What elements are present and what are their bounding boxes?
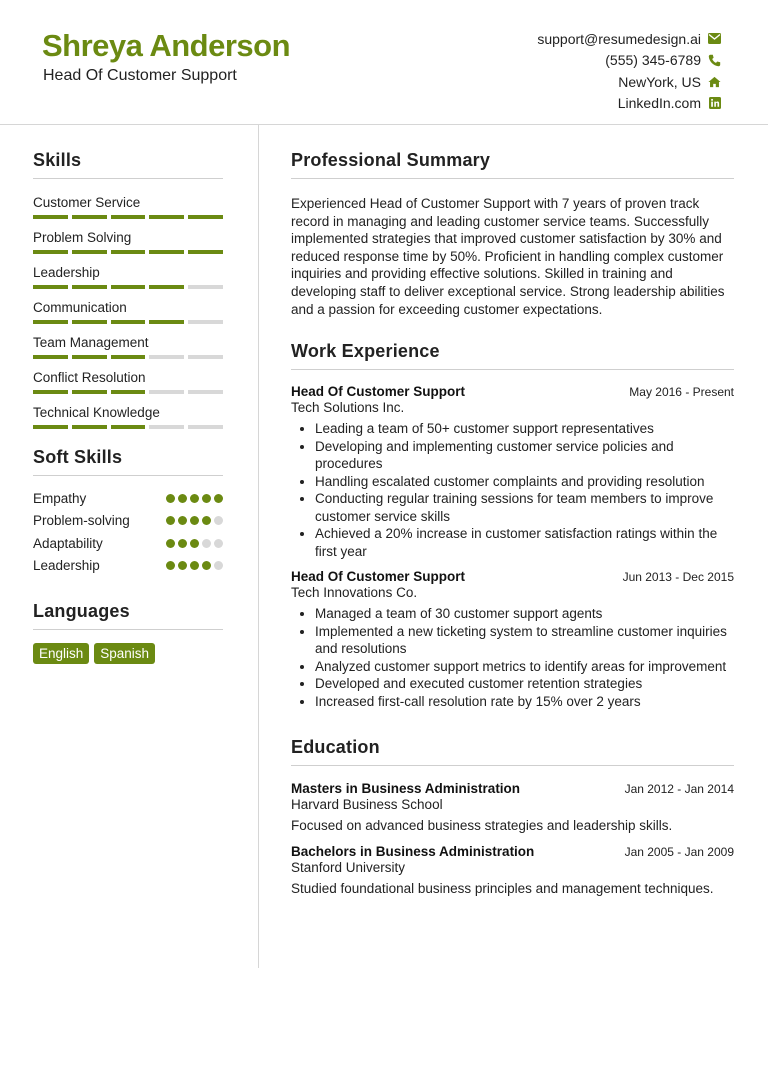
skill-label: Problem Solving xyxy=(33,230,132,245)
skill-bar-segment xyxy=(72,425,107,429)
skill-label: Communication xyxy=(33,300,127,315)
skill-level-bar xyxy=(33,390,223,394)
rating-dot xyxy=(178,516,187,525)
education-entry xyxy=(291,781,734,835)
rating-dot xyxy=(178,561,187,570)
skill-bar-segment xyxy=(188,390,223,394)
soft-skills-title: Soft Skills xyxy=(33,447,223,476)
rating-dot xyxy=(190,539,199,548)
skill-bar-segment xyxy=(188,215,223,219)
soft-skill-item xyxy=(33,510,223,533)
skill-bar-segment xyxy=(72,390,107,394)
skill-bar-segment xyxy=(33,320,68,324)
job-company: Tech Solutions Inc. xyxy=(291,400,405,416)
skill-bar-segment xyxy=(72,215,107,219)
skill-item xyxy=(33,404,223,429)
rating-dot xyxy=(190,561,199,570)
soft-skill-rating xyxy=(166,494,223,503)
skill-bar-segment xyxy=(149,250,184,254)
skill-item xyxy=(33,334,223,359)
job-company: Tech Innovations Co. xyxy=(291,585,418,601)
skill-bar-segment xyxy=(149,425,184,429)
skill-bar-segment xyxy=(33,215,68,219)
candidate-role: Head Of Customer Support xyxy=(43,67,237,84)
soft-skill-label: Problem-solving xyxy=(33,513,130,529)
experience-title: Work Experience xyxy=(291,341,734,370)
education-entry xyxy=(291,844,734,898)
contact-linkedin-text: LinkedIn.com xyxy=(617,95,701,112)
rating-dot xyxy=(202,539,211,548)
rating-dot xyxy=(178,539,187,548)
skill-bar-segment xyxy=(111,390,146,394)
job-entry xyxy=(291,384,734,560)
resume-header xyxy=(0,0,768,125)
education-title: Education xyxy=(291,737,734,766)
rating-dot xyxy=(190,516,199,525)
job-bullet: • Implemented a new ticketing system to streamline customer inquiries and resolutions xyxy=(315,623,734,658)
contact-phone[interactable] xyxy=(421,50,721,72)
soft-skill-rating xyxy=(166,561,223,570)
skill-item xyxy=(33,299,223,324)
job-bullet: • Analyzed customer support metrics to identify areas for improvement xyxy=(315,658,734,676)
column-divider xyxy=(258,124,259,968)
left-column xyxy=(33,150,223,664)
skill-bar-segment xyxy=(72,320,107,324)
skill-bar-segment xyxy=(188,355,223,359)
skills-list xyxy=(33,194,223,429)
skill-bar-segment xyxy=(33,390,68,394)
soft-skill-label: Adaptability xyxy=(33,535,103,551)
rating-dot xyxy=(214,561,223,570)
contact-location xyxy=(421,71,721,93)
skill-level-bar xyxy=(33,425,223,429)
languages-title: Languages xyxy=(33,601,223,630)
education-degree: Bachelors in Business Administration xyxy=(291,843,535,859)
skill-item xyxy=(33,229,223,254)
skill-bar-segment xyxy=(149,215,184,219)
skill-label: Team Management xyxy=(33,335,149,350)
skill-bar-segment xyxy=(72,285,107,289)
skill-bar-segment xyxy=(111,355,146,359)
skill-label: Customer Service xyxy=(33,195,141,210)
phone-icon xyxy=(708,54,721,67)
skill-bar-segment xyxy=(111,320,146,324)
rating-dot xyxy=(202,516,211,525)
soft-skill-item xyxy=(33,532,223,555)
skill-bar-segment xyxy=(72,355,107,359)
home-icon xyxy=(708,75,721,88)
candidate-name: Shreya Anderson xyxy=(42,28,291,63)
skill-bar-segment xyxy=(111,215,146,219)
skill-bar-segment xyxy=(149,285,184,289)
skill-bar-segment xyxy=(33,250,68,254)
soft-skill-item xyxy=(33,487,223,510)
education-school: Stanford University xyxy=(291,859,406,875)
rating-dot xyxy=(202,494,211,503)
language-badge: English xyxy=(33,643,89,664)
skills-title: Skills xyxy=(33,150,223,179)
right-column xyxy=(291,150,734,897)
education-date: Jan 2005 - Jan 2009 xyxy=(624,844,734,859)
job-bullet: • Achieved a 20% increase in customer satisfaction ratings within the first year xyxy=(315,525,734,560)
contact-linkedin[interactable] xyxy=(421,93,721,115)
skill-bar-segment xyxy=(149,355,184,359)
contact-email[interactable] xyxy=(421,28,721,50)
contact-email-text: support@resumedesign.ai xyxy=(537,30,701,47)
summary-title: Professional Summary xyxy=(291,150,734,179)
education-desc: Studied foundational business principles and management techniques. xyxy=(291,880,714,896)
skill-bar-segment xyxy=(188,285,223,289)
rating-dot xyxy=(202,561,211,570)
skill-label: Leadership xyxy=(33,265,100,280)
job-bullet: • Handling escalated customer complaints and providing resolution xyxy=(315,473,734,491)
soft-skill-label: Leadership xyxy=(33,558,100,574)
soft-skill-rating xyxy=(166,539,223,548)
rating-dot xyxy=(166,516,175,525)
skill-bar-segment xyxy=(149,390,184,394)
summary-text: Experienced Head of Customer Support with 7 years of proven track record in managing and leading customer service teams. Successfully implemented strategies that improved customer satisfaction by 30% and reduced response time by 50%. Proficient in handling complex customer inquiries and providing effective solutions. Skilled in training and developing staff to deliver exceptional service. Strong leadership abilities and a passion for exceeding customer expectations. xyxy=(291,196,725,317)
job-entry xyxy=(291,569,734,710)
rating-dot xyxy=(178,494,187,503)
education-desc: Focused on advanced business strategies and leadership skills. xyxy=(291,818,673,834)
contact-location-text: NewYork, US xyxy=(618,73,701,90)
skill-bar-segment xyxy=(188,250,223,254)
job-title: Head Of Customer Support xyxy=(291,384,466,400)
job-bullet: • Managed a team of 30 customer support agents xyxy=(315,605,734,623)
job-bullets xyxy=(291,420,734,560)
rating-dot xyxy=(166,494,175,503)
job-bullet: • Developed and executed customer retention strategies xyxy=(315,675,734,693)
job-title: Head Of Customer Support xyxy=(291,569,466,585)
rating-dot xyxy=(214,494,223,503)
rating-dot xyxy=(166,561,175,570)
skill-bar-segment xyxy=(33,285,68,289)
soft-skill-item xyxy=(33,555,223,578)
job-bullet: • Increased first-call resolution rate by 15% over 2 years xyxy=(315,693,734,711)
skill-level-bar xyxy=(33,355,223,359)
skill-bar-segment xyxy=(33,425,68,429)
rating-dot xyxy=(214,516,223,525)
skill-item xyxy=(33,369,223,394)
contact-block xyxy=(421,28,721,114)
rating-dot xyxy=(214,539,223,548)
soft-skill-rating xyxy=(166,516,223,525)
skill-item xyxy=(33,264,223,289)
education-school: Harvard Business School xyxy=(291,797,443,813)
job-bullets xyxy=(291,605,734,710)
skill-bar-segment xyxy=(33,355,68,359)
skill-label: Technical Knowledge xyxy=(33,405,160,420)
skill-item xyxy=(33,194,223,219)
skill-bar-segment xyxy=(111,285,146,289)
skill-level-bar xyxy=(33,285,223,289)
contact-phone-text: (555) 345-6789 xyxy=(605,52,701,69)
language-badge: Spanish xyxy=(94,643,155,664)
skill-bar-segment xyxy=(149,320,184,324)
skill-label: Conflict Resolution xyxy=(33,370,146,385)
job-date: May 2016 - Present xyxy=(629,385,734,400)
job-bullet: • Leading a team of 50+ customer support representatives xyxy=(315,420,734,438)
skill-bar-segment xyxy=(188,425,223,429)
soft-skills-list xyxy=(33,487,223,577)
education-date: Jan 2012 - Jan 2014 xyxy=(624,782,734,797)
job-date: Jun 2013 - Dec 2015 xyxy=(622,570,734,585)
skill-bar-segment xyxy=(72,250,107,254)
languages-list xyxy=(33,643,223,664)
job-bullet: • Conducting regular training sessions for team members to improve customer service skills xyxy=(315,490,734,525)
soft-skill-label: Empathy xyxy=(33,490,87,506)
envelope-icon xyxy=(708,32,721,45)
linkedin-icon xyxy=(708,97,721,110)
skill-level-bar xyxy=(33,215,223,219)
skill-level-bar xyxy=(33,320,223,324)
skill-level-bar xyxy=(33,250,223,254)
job-bullet: • Developing and implementing customer service policies and procedures xyxy=(315,438,734,473)
skill-bar-segment xyxy=(111,250,146,254)
rating-dot xyxy=(190,494,199,503)
rating-dot xyxy=(166,539,175,548)
education-degree: Masters in Business Administration xyxy=(291,781,521,797)
skill-bar-segment xyxy=(111,425,146,429)
skill-bar-segment xyxy=(188,320,223,324)
